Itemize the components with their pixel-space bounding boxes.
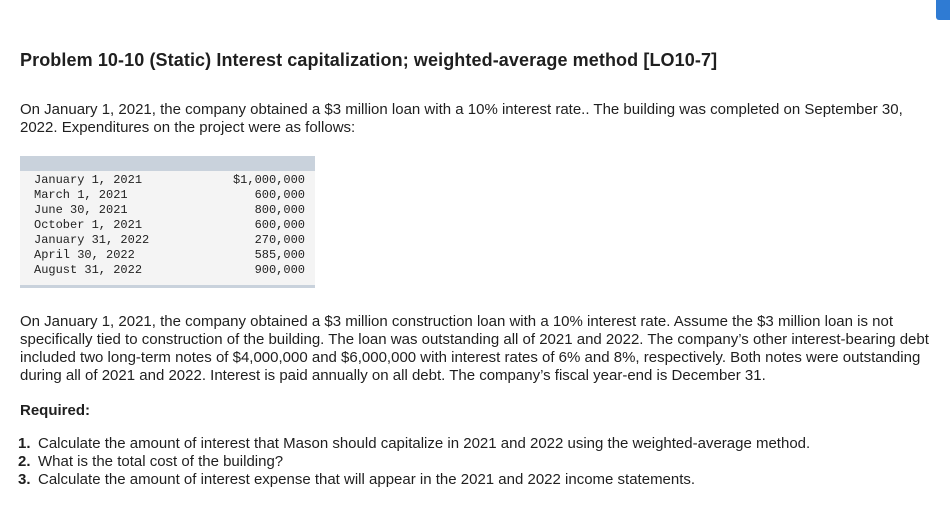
expenditure-amount: 900,000 [254,263,305,277]
expenditure-date: January 1, 2021 [34,173,143,187]
scroll-tab[interactable] [936,0,950,20]
requirement-number: 2. [18,453,31,470]
table-row [34,248,305,263]
table-row [34,203,305,218]
table-row [34,173,305,188]
expenditures-table [20,156,315,288]
expenditure-date: January 31, 2022 [34,233,150,247]
expenditure-amount: 800,000 [254,203,305,217]
table-row [34,233,305,248]
expenditure-date: October 1, 2021 [34,218,143,232]
table-row [34,218,305,233]
list-item [18,471,810,489]
requirement-text: Calculate the amount of interest that Mason should capitalize in 2021 and 2022 using the weighted-average method. [38,435,811,452]
problem-title: Problem 10-10 (Static) Interest capitalization; weighted-average method [LO10-7] [20,50,718,70]
requirement-text: Calculate the amount of interest expense that will appear in the 2021 and 2022 income statements. [38,471,696,488]
table-row [34,188,305,203]
expenditure-date: August 31, 2022 [34,263,143,277]
list-item [18,453,810,471]
required-heading: Required: [20,402,91,419]
expenditure-amount: 600,000 [254,218,305,232]
list-item [18,435,810,453]
details-paragraph: On January 1, 2021, the company obtained a $3 million construction loan with a 10% interest rate. Assume the $3 million loan is not specifically tied to construction of the building. The loan was outstanding all of 2021 and 2022. The company’s other interest-bearing debt included two long-term notes of $4,000,000 and $6,000,000 with interest rates of 6% and 8%, respectively. Both notes were outstanding during all of 2021 and 2022. Interest is paid annually on all debt. The company’s fiscal year-end is December 31. [20,313,929,384]
requirements-list [18,435,810,489]
expenditure-amount: $1,000,000 [232,173,305,187]
intro-paragraph: On January 1, 2021, the company obtained a $3 million loan with a 10% interest rate.. The building was completed on September 30, 2022. Expenditures on the project were as follows: [20,101,903,136]
table-row [34,263,305,278]
requirement-number: 1. [18,435,31,452]
expenditure-date: March 1, 2021 [34,188,128,202]
expenditure-amount: 270,000 [254,233,305,247]
expenditure-amount: 585,000 [254,248,305,262]
expenditure-date: June 30, 2021 [34,203,128,217]
requirement-number: 3. [18,471,31,488]
expenditure-date: April 30, 2022 [34,248,135,262]
requirement-text: What is the total cost of the building? [38,453,284,470]
expenditure-amount: 600,000 [254,188,305,202]
